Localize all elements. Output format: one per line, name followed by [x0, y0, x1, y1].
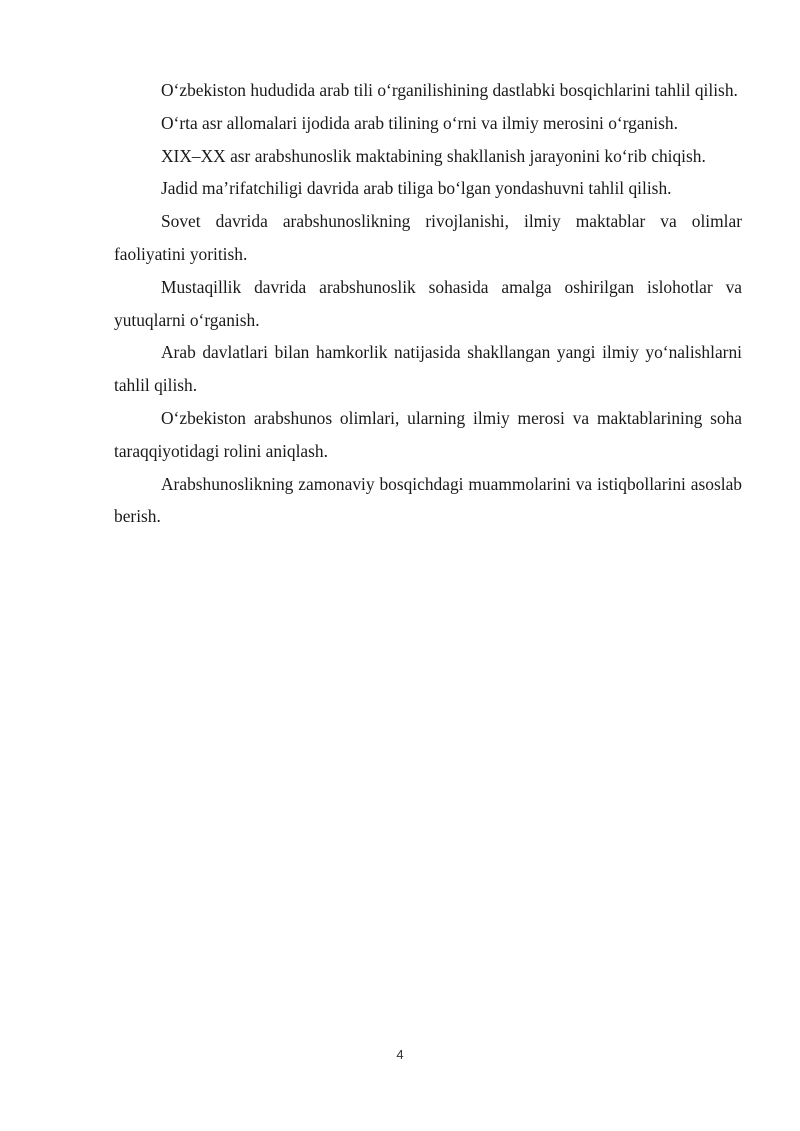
paragraph-8: O‘zbekiston arabshunos olimlari, ularning ilmiy merosi va maktablarining soha taraqqiyotidagi rolini aniqlash. — [114, 407, 742, 461]
paragraph-7: Arab davlatlari bilan hamkorlik natijasida shakllangan yangi ilmiy yo‘nalishlarni tahlil qilish. — [114, 342, 742, 396]
paragraph-4: Jadid ma’rifatchiligi davrida arab tiliga bo‘lgan yondashuvni tahlil qilish. — [161, 178, 672, 199]
paragraph-1: O‘zbekiston hududida arab tili o‘rganilishining dastlabki bosqichlarini tahlil qilish. — [161, 80, 738, 100]
paragraph-2: O‘rta asr allomalari ijodida arab tilining o‘rni va ilmiy merosini o‘rganish. — [161, 112, 678, 133]
paragraph-3: XIX–XX asr arabshunoslik maktabining shakllanish jarayonini ko‘rib chiqish. — [161, 145, 706, 166]
page-number: 4 — [396, 1047, 404, 1062]
paragraph-5: Sovet davrida arabshunoslikning rivojlanishi, ilmiy maktablar va olimlar faoliyatini yoritish. — [114, 211, 742, 264]
paragraph-6: Mustaqillik davrida arabshunoslik sohasida amalga oshirilgan islohotlar va yutuqlarni o‘rganish. — [114, 276, 742, 330]
paragraph-9: Arabshunoslikning zamonaviy bosqichdagi muammolarini va istiqbollarini asoslab berish. — [114, 473, 742, 527]
document-body — [114, 74, 742, 533]
